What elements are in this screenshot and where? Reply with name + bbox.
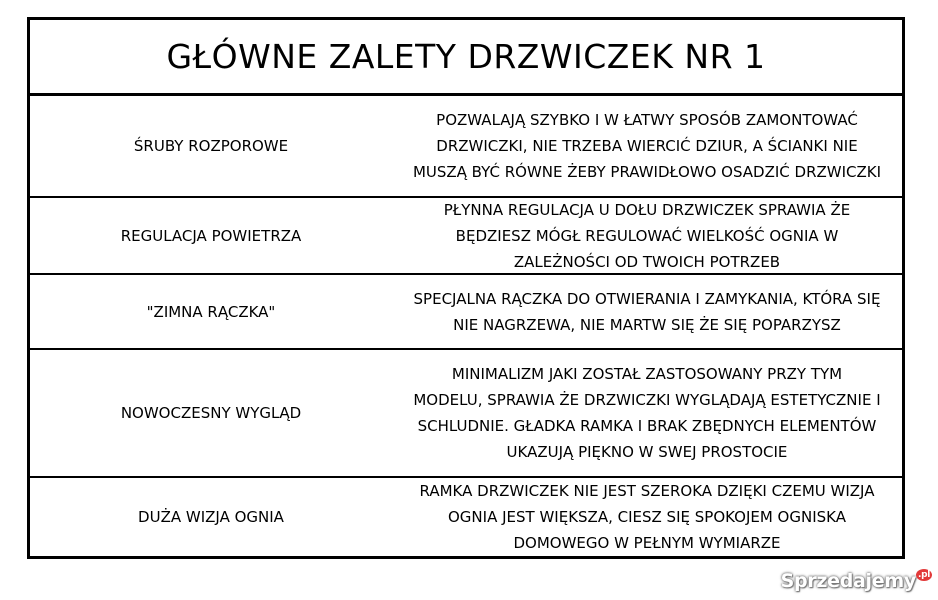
description-line: BĘDZIESZ MÓGŁ REGULOWAĆ WIELKOŚĆ OGNIA W — [455, 226, 839, 245]
description-line: SCHLUDNIE. GŁADKA RAMKA I BRAK ZBĘDNYCH ELEMENTÓW — [417, 417, 877, 435]
feature-name: REGULACJA POWIETRZA — [120, 226, 302, 245]
feature-name: "ZIMNA RĄCZKA" — [146, 302, 276, 321]
description-line: PŁYNNA REGULACJA U DOŁU DRZWICZEK SPRAWIA ŻE — [443, 200, 851, 219]
table-row — [30, 350, 902, 478]
table-row — [30, 275, 902, 350]
description-line: MUSZĄ BYĆ RÓWNE ŻEBY PRAWIDŁOWO OSADZIĆ DRZWICZKI — [412, 163, 882, 181]
description-line: POZWALAJĄ SZYBKO I W ŁATWY SPOSÓB ZAMONTOWAĆ — [436, 111, 858, 129]
description-line: MINIMALIZM JAKI ZOSTAŁ ZASTOSOWANY PRZY TYM — [451, 365, 843, 383]
document-frame — [27, 17, 905, 559]
description-line: RAMKA DRZWICZEK NIE JEST SZEROKA DZIĘKI CZEMU WIZJA — [419, 482, 875, 500]
description-line: DOMOWEGO W PEŁNYM WYMIARZE — [513, 534, 781, 552]
watermark-logo — [781, 570, 932, 592]
feature-description — [392, 275, 902, 348]
description-line: ZALEŻNOŚCI OD TWOICH POTRZEB — [513, 252, 781, 271]
feature-description — [392, 478, 902, 556]
features-table — [30, 96, 902, 556]
feature-name: DUŻA WIZJA OGNIA — [138, 508, 284, 526]
feature-description — [392, 198, 902, 273]
page-title: GŁÓWNE ZALETY DRZWICZEK NR 1 — [166, 37, 766, 76]
table-row — [30, 478, 902, 556]
feature-description — [392, 96, 902, 196]
table-row — [30, 198, 902, 275]
description-line: MODELU, SPRAWIA ŻE DRZWICZKI WYGLĄDAJĄ ESTETYCZNIE I — [413, 391, 881, 409]
description-line: DRZWICZKI, NIE TRZEBA WIERCIĆ DZIUR, A ŚCIANKI NIE — [436, 137, 858, 155]
feature-description — [392, 350, 902, 476]
table-row — [30, 96, 902, 198]
watermark-suffix: .pl — [917, 570, 930, 580]
description-line: SPECJALNA RĄCZKA DO OTWIERANIA I ZAMYKANIA, KTÓRA SIĘ — [413, 289, 881, 308]
feature-name: ŚRUBY ROZPOROWE — [133, 137, 289, 155]
title-row — [30, 20, 902, 96]
feature-name: NOWOCZESNY WYGLĄD — [120, 404, 302, 422]
description-line: NIE NAGRZEWA, NIE MARTW SIĘ ŻE SIĘ POPARZYSZ — [453, 315, 841, 334]
description-line: OGNIA JEST WIĘKSZA, CIESZ SIĘ SPOKOJEM OGNISKA — [448, 508, 846, 526]
watermark-text: Sprzedajemy — [780, 570, 916, 592]
description-line: UKAZUJĄ PIĘKNO W SWEJ PROSTOCIE — [506, 443, 788, 461]
